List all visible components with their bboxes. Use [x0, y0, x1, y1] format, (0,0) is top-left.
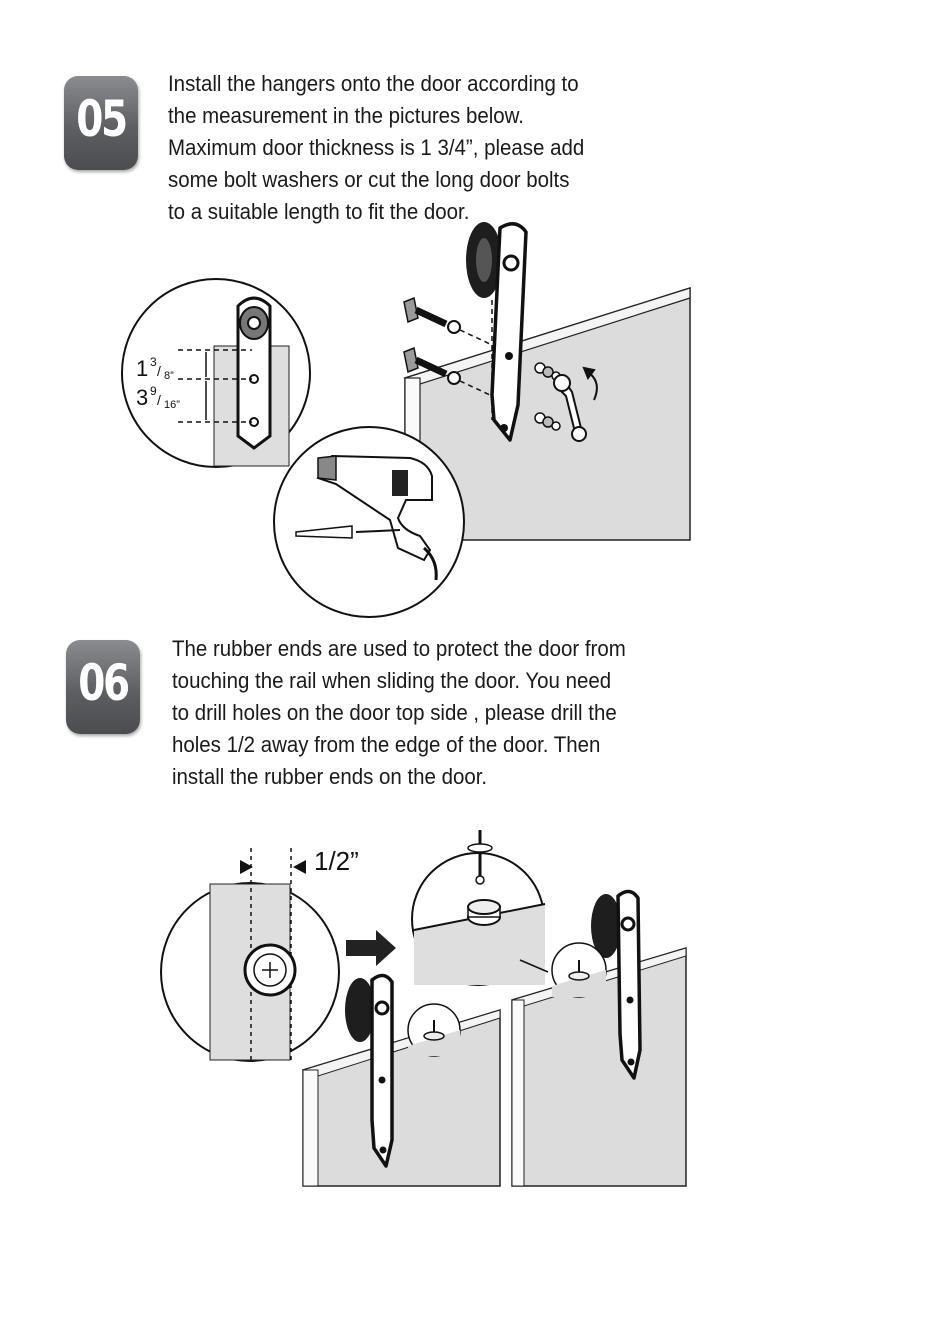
svg-text:/: / [157, 363, 161, 379]
measure-1-den: 8” [164, 370, 174, 382]
step-05-number: 05 [76, 90, 126, 148]
measure-2-num: 9 [150, 384, 157, 398]
measure-2-whole: 3 [136, 385, 149, 410]
measure-1-num: 3 [150, 355, 157, 369]
step-05-instructions: Install the hangers onto the door according to the measurement in the pictures below. Maximum door thickness is 1 3/4”, please add some bolt washers or cut the long door bolts to a suitable length to fit the door. [168, 71, 585, 224]
svg-text:/: / [157, 392, 161, 408]
step-06-number: 06 [78, 654, 128, 712]
arrow-right-icon [346, 930, 396, 966]
left-door [303, 1010, 500, 1186]
measure-2-den: 16” [164, 399, 180, 411]
measure-1-whole: 1 [136, 356, 149, 381]
edge-offset-detail [161, 846, 359, 1061]
edge-offset-label: 1/2” [314, 846, 359, 876]
step-06-instructions: The rubber ends are used to protect the door from touching the rail when sliding the door. You need to drill holes on the door top side , please drill the holes 1/2 away from the edge of the door. Then install the rubber ends on the door. [172, 636, 626, 789]
